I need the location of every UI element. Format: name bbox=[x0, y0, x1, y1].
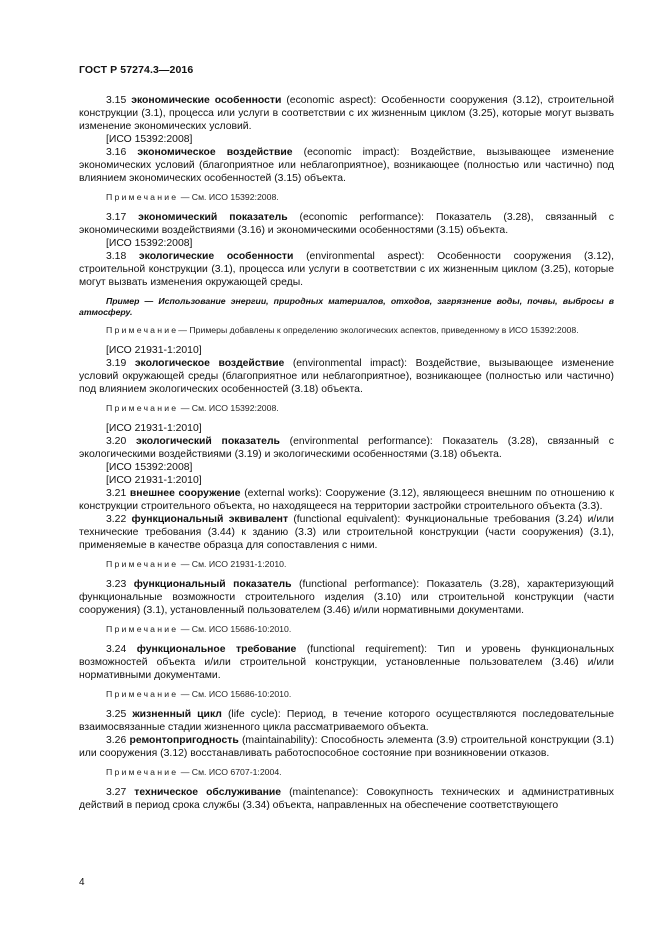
term: экономические особенности bbox=[131, 95, 282, 106]
note-label: Примечание bbox=[106, 624, 179, 634]
source-ref: [ИСО 15392:2008] bbox=[106, 238, 193, 249]
definition: (environmental impact): Воздействие, вызывающее изменение условий окружающей среды (благоприятное или неблагоприятное), возникающее (полностью или частично) под влиянием экологических особенностей (3.18) объекта. bbox=[79, 358, 614, 395]
entry-number: 3.26 bbox=[106, 735, 127, 746]
entry-3-27 bbox=[79, 786, 614, 812]
entry-number: 3.21 bbox=[106, 488, 127, 499]
entry-3-23 bbox=[79, 578, 614, 617]
term: техническое обслуживание bbox=[134, 787, 282, 798]
definition: (external works): Сооружение (3.12), являющееся внешним по отношению к конструкции строительного объекта, но находящееся на территории застройки строительного объекта (3.3). bbox=[79, 488, 614, 512]
note-label: Примечание bbox=[106, 767, 179, 777]
entry-number: 3.22 bbox=[106, 514, 127, 525]
source-ref: [ИСО 21931-1:2010] bbox=[106, 475, 202, 486]
document-body bbox=[79, 94, 614, 812]
term: внешнее сооружение bbox=[129, 488, 241, 499]
definition: (functional equivalent): Функциональные требования (3.24) и/или технические требования (3.44) к зданию (3.3) или строительной конструкции (части сооружения) (3.1), применяемые в качестве образца для сопоставления с ними. bbox=[79, 514, 614, 551]
entry-number: 3.24 bbox=[106, 644, 127, 655]
entry-number: 3.19 bbox=[106, 358, 127, 369]
source-ref: [ИСО 21931-1:2010] bbox=[106, 423, 202, 434]
source-ref: [ИСО 15392:2008] bbox=[106, 134, 193, 145]
definition: (environmental aspect): Особенности сооружения (3.12), строительной конструкции (3.1), процесса или услуги в соответствии с их жизненным циклом (3.25), которые могут вызвать изменения окружающей среды. bbox=[79, 251, 615, 288]
term: экологические особенности bbox=[138, 251, 294, 262]
note bbox=[79, 767, 614, 778]
note bbox=[79, 559, 614, 570]
entry-number: 3.15 bbox=[106, 95, 127, 106]
note-label: Примечание bbox=[106, 403, 179, 413]
entry-number: 3.18 bbox=[106, 251, 127, 262]
definition: (economic aspect): Особенности сооружения (3.12), строительной конструкции (3.1), процесса или услуги в соответствии с их жизненным циклом (3.25), которые могут вызвать изменение экономических условий. bbox=[79, 95, 615, 132]
note-label: Примечание bbox=[106, 192, 179, 202]
note-text: — См. ИСО 21931-1:2010. bbox=[178, 559, 287, 569]
entry-3-20 bbox=[79, 435, 614, 461]
note-text: — См. ИСО 15392:2008. bbox=[178, 192, 279, 202]
note-text: — См. ИСО 15686-10:2010. bbox=[178, 624, 292, 634]
term: экономическое воздействие bbox=[137, 147, 293, 158]
note-text: — Примеры добавлены к определению экологических аспектов, приведенному в ИСО 15392:2008. bbox=[178, 325, 579, 335]
entry-3-26 bbox=[79, 734, 614, 760]
note-label: Примечание bbox=[106, 689, 179, 699]
example: Пример — Использование энергии, природных материалов, отходов, загрязнение воды, почвы, выбросы в атмосферу. bbox=[79, 296, 614, 317]
note-label: Примечание bbox=[106, 325, 179, 335]
note bbox=[79, 624, 614, 635]
note-text: — См. ИСО 15392:2008. bbox=[178, 403, 279, 413]
term: функциональное требование bbox=[136, 644, 297, 655]
note bbox=[79, 192, 614, 203]
term: экологический показатель bbox=[135, 436, 280, 447]
definition: (environmental performance): Показатель (3.28), связанный с экологическими воздействиями (3.19) и экологическими особенностями (3.18) объекта. bbox=[79, 436, 614, 460]
entry-3-17 bbox=[79, 211, 614, 237]
note bbox=[79, 325, 614, 336]
definition: (economic performance): Показатель (3.28), связанный с экономическими воздействиями (3.16) и экономическими особенностями (3.15) объекта. bbox=[79, 212, 614, 236]
entry-number: 3.17 bbox=[106, 212, 127, 223]
term: жизненный цикл bbox=[132, 709, 222, 720]
entry-3-22 bbox=[79, 513, 614, 552]
entry-number: 3.27 bbox=[106, 787, 127, 798]
definition: (functional performance): Показатель (3.28), характеризующий функциональные возможности строительного изделия (3.10) или строительной конструкции (части сооружения) (3.1), установленный пользователем (3.46) и/или нормативными документами. bbox=[79, 579, 614, 616]
source-ref: [ИСО 21931-1:2010] bbox=[106, 345, 202, 356]
term: функциональный показатель bbox=[133, 579, 292, 590]
term: экономический показатель bbox=[138, 212, 288, 223]
note-label: Примечание bbox=[106, 559, 179, 569]
term: экологическое воздействие bbox=[134, 358, 285, 369]
term: функциональный эквивалент bbox=[131, 514, 289, 525]
entry-3-18 bbox=[79, 250, 614, 289]
page-number: 4 bbox=[79, 877, 85, 888]
definition: (economic impact): Воздействие, вызывающее изменение экономических условий (благоприятное или неблагоприятное), возникающее (полностью или частично) под влиянием экономических особенностей (3.15) объекта. bbox=[79, 147, 615, 184]
source-ref: [ИСО 15392:2008] bbox=[106, 462, 193, 473]
entry-3-21 bbox=[79, 487, 614, 513]
document-header: ГОСТ Р 57274.3—2016 bbox=[79, 64, 194, 76]
note bbox=[79, 689, 614, 700]
entry-number: 3.25 bbox=[106, 709, 127, 720]
entry-number: 3.16 bbox=[106, 147, 127, 158]
term: ремонтопригодность bbox=[129, 735, 239, 746]
entry-3-25 bbox=[79, 708, 614, 734]
entry-3-16 bbox=[79, 146, 614, 185]
note-text: — См. ИСО 6707-1:2004. bbox=[178, 767, 282, 777]
entry-3-24 bbox=[79, 643, 614, 682]
note bbox=[79, 403, 614, 414]
entry-3-19 bbox=[79, 357, 614, 396]
definition: (functional requirement): Тип и уровень функциональных возможностей объекта и/или строительной конструкции, установленные пользователем (3.46) и/или нормативными документами. bbox=[79, 644, 614, 681]
definition: (life cycle): Период, в течение которого осуществляются последовательные взаимосвязанные стадии жизненного цикла рассматриваемого объекта. bbox=[79, 709, 614, 733]
definition: (maintenance): Совокупность технических и административных действий в период срока службы (3.34) объекта, направленных на обеспечение соответствующего bbox=[79, 787, 614, 811]
entry-number: 3.23 bbox=[106, 579, 127, 590]
entry-3-15 bbox=[79, 94, 614, 133]
entry-number: 3.20 bbox=[106, 436, 127, 447]
definition: (maintainability): Способность элемента (3.9) строительной конструкции (3.1) или сооружения (3.12) восстанавливать работоспособное состояние при возникновении отказов. bbox=[79, 735, 615, 759]
note-text: — См. ИСО 15686-10:2010. bbox=[178, 689, 292, 699]
